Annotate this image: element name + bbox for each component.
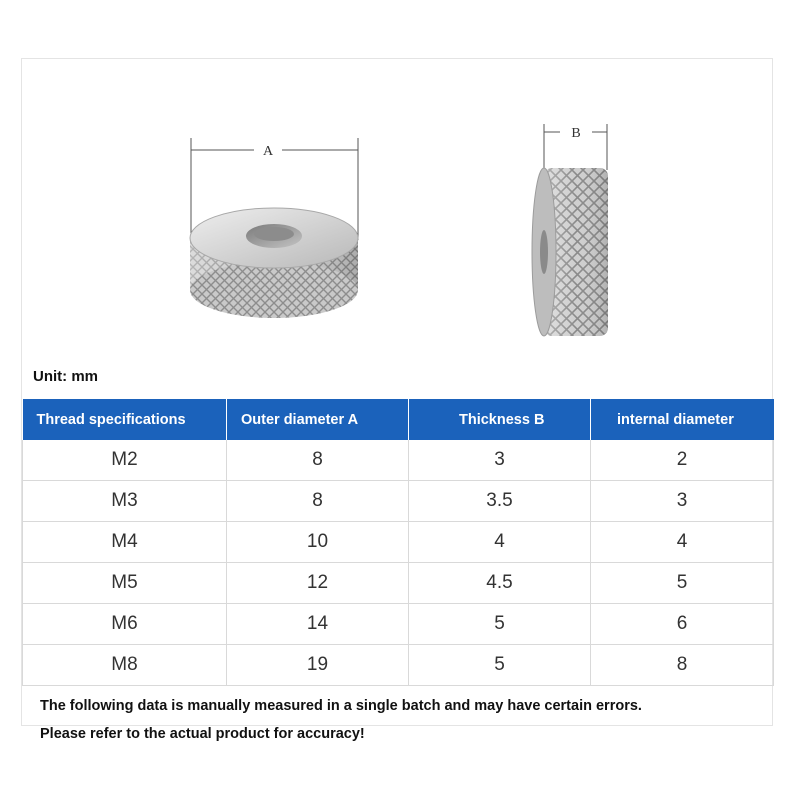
cell-thickness: 4	[409, 522, 591, 563]
cell-thickness: 3.5	[409, 481, 591, 522]
header-outer-diameter-a: Outer diameter A	[227, 399, 409, 440]
cell-outer-diameter: 8	[227, 481, 409, 522]
cell-internal-diameter: 2	[591, 440, 774, 481]
cell-outer-diameter: 19	[227, 645, 409, 686]
product-illustration	[22, 60, 772, 356]
cell-internal-diameter: 8	[591, 645, 774, 686]
side-dimension-line	[544, 124, 607, 170]
cell-internal-diameter: 3	[591, 481, 774, 522]
cell-thickness: 3	[409, 440, 591, 481]
side-view-nut	[532, 168, 608, 336]
table-row	[23, 522, 774, 563]
cell-thickness: 5	[409, 604, 591, 645]
dimension-b-label: B	[571, 126, 581, 141]
dimension-a-label: A	[262, 144, 274, 159]
product-photo-area	[22, 60, 772, 356]
cell-thread: M2	[23, 440, 227, 481]
cell-internal-diameter: 6	[591, 604, 774, 645]
cell-thread: M8	[23, 645, 227, 686]
cell-outer-diameter: 10	[227, 522, 409, 563]
cell-thickness: 4.5	[409, 563, 591, 604]
table-row	[23, 604, 774, 645]
disclaimer-line-2: Please refer to the actual product for accuracy!	[40, 726, 365, 742]
cell-internal-diameter: 4	[591, 522, 774, 563]
disclaimer-line-1: The following data is manually measured in a single batch and may have certain errors.	[40, 698, 642, 714]
cell-outer-diameter: 8	[227, 440, 409, 481]
front-view-nut	[190, 208, 358, 318]
unit-label: Unit: mm	[33, 368, 98, 385]
cell-thread: M3	[23, 481, 227, 522]
cell-internal-diameter: 5	[591, 563, 774, 604]
header-thickness-b: Thickness B	[409, 399, 591, 440]
table-row	[23, 563, 774, 604]
table-header-row	[23, 399, 774, 440]
header-thread-specifications: Thread specifications	[23, 399, 227, 440]
header-internal-diameter: internal diameter	[617, 411, 734, 428]
cell-thickness: 5	[409, 645, 591, 686]
specification-table	[22, 399, 774, 686]
table-row	[23, 645, 774, 686]
cell-outer-diameter: 14	[227, 604, 409, 645]
table-row	[23, 481, 774, 522]
cell-thread: M5	[23, 563, 227, 604]
table-row	[23, 440, 774, 481]
cell-outer-diameter: 12	[227, 563, 409, 604]
cell-thread: M4	[23, 522, 227, 563]
cell-thread: M6	[23, 604, 227, 645]
